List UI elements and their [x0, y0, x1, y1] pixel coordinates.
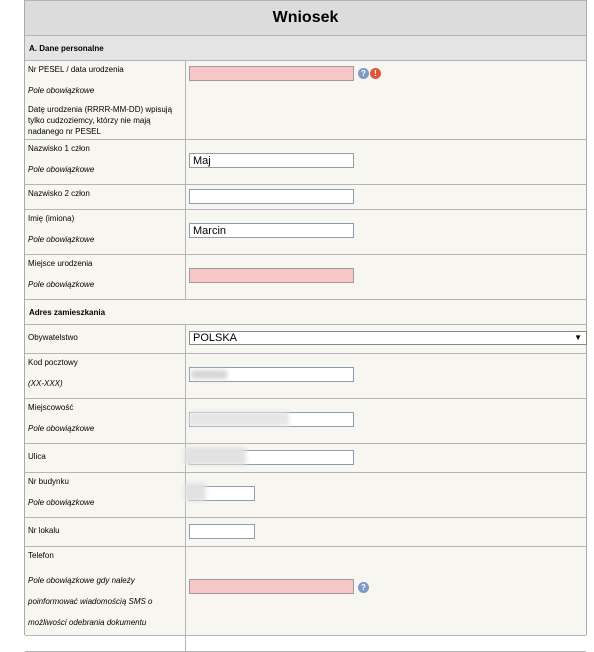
- pesel-input[interactable]: [189, 66, 354, 81]
- redacted-value: [184, 483, 206, 501]
- redacted-value: [184, 447, 246, 465]
- redacted-value: [191, 370, 227, 379]
- section-address-heading: Adres zamieszkania: [25, 300, 586, 325]
- apartment-label: Nr lokalu: [28, 526, 60, 535]
- city-field-cell: [186, 399, 587, 444]
- chevron-down-icon: ▼: [574, 333, 582, 342]
- street-label-cell: [25, 444, 186, 473]
- apartment-field-cell: [186, 518, 587, 547]
- apartment-label-cell: [25, 518, 186, 547]
- surname2-label: Nazwisko 2 człon: [28, 189, 90, 198]
- pesel-label-cell: [25, 61, 186, 140]
- building-label-cell: [25, 473, 186, 518]
- pesel-field-cell: [186, 61, 587, 140]
- first-name-label-cell: [25, 210, 186, 255]
- phone-field-cell: [186, 547, 587, 636]
- first-name-input[interactable]: [189, 223, 354, 238]
- surname1-label: Nazwisko 1 człon: [28, 144, 90, 153]
- city-label-cell: [25, 399, 186, 444]
- street-field-cell: [186, 444, 587, 473]
- surname2-label-cell: [25, 185, 186, 210]
- pesel-required-note: Pole obowiązkowe: [28, 86, 95, 95]
- citizenship-field-cell: [186, 325, 587, 354]
- citizenship-select[interactable]: [189, 331, 587, 345]
- street-label: Ulica: [28, 452, 46, 461]
- building-label: Nr budynku: [28, 477, 69, 486]
- phone-hint: Pole obowiązkowe gdy należy poinformować wiadomością SMS o możliwości odebrania dokumentu: [28, 576, 153, 627]
- surname1-field-cell: [186, 140, 587, 185]
- phone-label-cell: [25, 547, 186, 636]
- phone-label: Telefon: [28, 551, 54, 560]
- redacted-value: [189, 412, 289, 426]
- citizenship-label-cell: [25, 325, 186, 354]
- birthplace-input[interactable]: [189, 268, 354, 283]
- birthplace-field-cell: [186, 255, 587, 300]
- surname1-label-cell: [25, 140, 186, 185]
- birthplace-label: Miejsce urodzenia: [28, 259, 93, 268]
- building-required-note: Pole obowiązkowe: [28, 498, 95, 507]
- first-name-required-note: Pole obowiązkowe: [28, 235, 95, 244]
- postal-code-field-cell: [186, 354, 587, 399]
- next-row-field-cell: [186, 636, 587, 652]
- next-row-label-cell: [25, 636, 186, 652]
- pesel-hint: Datę urodzenia (RRRR-MM-DD) wpisują tylko cudzoziemcy, którzy nie mają nadanego nr PESEL: [28, 105, 173, 136]
- birthplace-required-note: Pole obowiązkowe: [28, 280, 95, 289]
- surname1-input[interactable]: [189, 153, 354, 168]
- postal-code-label: Kod pocztowy: [28, 358, 78, 367]
- postal-code-format-hint: (XX-XXX): [28, 379, 63, 388]
- apartment-input[interactable]: [189, 524, 255, 539]
- postal-code-label-cell: [25, 354, 186, 399]
- question-icon[interactable]: ?: [358, 68, 369, 79]
- section-personal-heading: A. Dane personalne: [25, 36, 586, 61]
- building-field-cell: [186, 473, 587, 518]
- citizenship-selected-value: POLSKA: [193, 332, 238, 344]
- city-required-note: Pole obowiązkowe: [28, 424, 95, 433]
- citizenship-label: Obywatelstwo: [28, 333, 78, 342]
- surname1-required-note: Pole obowiązkowe: [28, 165, 95, 174]
- question-icon[interactable]: ?: [358, 582, 369, 593]
- form-title: Wniosek: [25, 1, 586, 36]
- first-name-label: Imię (imiona): [28, 214, 75, 223]
- surname2-field-cell: [186, 185, 587, 210]
- application-form: [24, 0, 587, 635]
- birthplace-label-cell: [25, 255, 186, 300]
- first-name-field-cell: [186, 210, 587, 255]
- pesel-label: Nr PESEL / data urodzenia: [28, 65, 124, 74]
- phone-input[interactable]: [189, 579, 354, 594]
- exclamation-icon: !: [370, 68, 381, 79]
- city-label: Miejscowość: [28, 403, 74, 412]
- surname2-input[interactable]: [189, 189, 354, 204]
